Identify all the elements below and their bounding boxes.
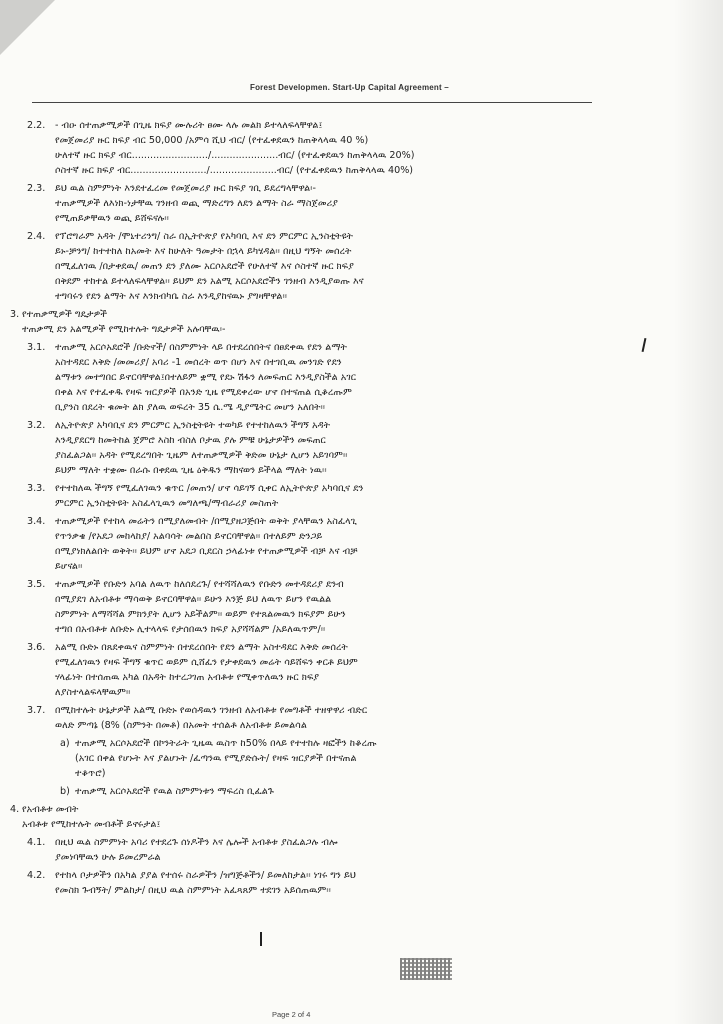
section-item (10, 703, 600, 733)
section-item (10, 340, 600, 415)
section-item (10, 229, 600, 304)
section-line: በሚያነክለልበት ወቅት፡፡ ይህም ሆኖ አደጋ ቢደርስ ኃላፊነቱ የተጠቃሚዎች ብቻ እና ብቻ (55, 546, 358, 557)
section-line: የጥንቃቄ /የአደጋ መከላከያ/ አልባሳት መልበስ ይኖርባቸዋል፡፡ በተለይም ድንጋይ (55, 531, 323, 542)
section-line: ቢያንስ በደረት ቁመት ልክ ያለዉ ወፍረት 35 ሴ.ሜ ዲያሜትር መሆን አለበት፡፡ (55, 402, 326, 413)
section-line: ይሆናል፡፡ (55, 561, 83, 572)
section-item (10, 802, 600, 832)
section-item (10, 514, 600, 574)
section-number: 4.2. (27, 870, 46, 881)
section-line: ሃላፊነት በተሰጠዉ አካል በአዳት ከተረጋገጠ አብቶቱ የሚቀጥለዉን ዙር ክፍያ (55, 672, 320, 683)
section-line: ተጠቃሚዎች የተከላ መሬትን በሚያለመብት /በሚያዘጋጅበት ወቅት ያላቸዉን አስፈላጊ (55, 516, 357, 527)
section-number: 4. (10, 804, 20, 815)
section-line: ስምምነት ለማሻሻል ምክንያት ሊሆን አይችልም፡፡ ወይም የተጸልመዉን ክፍያም ይሁን (55, 609, 346, 620)
section-number: 3.6. (27, 642, 46, 653)
section-item (10, 577, 600, 637)
section-line: የሚፈለገዉን የዛፍ ችግኝ ቁጥር ወይም ሲሸፈን የታቀደዉን መሬት ሳይሸፍን ቀርቶ ይህም (55, 657, 358, 668)
section-item (10, 307, 600, 337)
section-number: 3. (10, 309, 20, 320)
section-line: የመጀመሪያ ዙር ክፍያ ብር 50,000 /አምሳ ሺህ ብር/ (የተፈቀደዉን ከጠቅላላዉ 40 %) (55, 135, 369, 146)
page-corner-fold (0, 0, 55, 55)
section-line: በሚከተሉት ሁኔታዎች አልሚ ቡድኑ የወሰዳዉን ገንዘብ ለአብቶቱ የመግቶች ተዘዋዋሪ ብድር (55, 705, 368, 716)
section-line: ለያስተላልፍላቸዉም፡፡ (55, 687, 131, 698)
section-line: አልሚ ቡድኑ በጸደቀዉና ስምምነት በተደረሰበት የደን ልማት አስተዳደር እቅድ መሰረት (55, 642, 348, 653)
section-line: የተከላ ቦታዎችን በአካል ያያል የተሰሩ ስራዎችን /ዝግጅቶችን/ ይመለከታል፡፡ ነገሩ ግን ይህ (55, 870, 356, 881)
section-item (10, 118, 600, 178)
section-line: - ብዑ ሰተጠቃሚዎች በጊዜ ክፍያ ሙሉሪት ፀሙ ላሉ መልክ ይተላለፍላቸዋል፤ (55, 120, 323, 131)
section-number: a) (60, 738, 70, 749)
section-line: የመስክ ጉብኝት/ ምልከታ/ በዚህ ዉል ስምምነት አፈጻጸም ተደገን አይሰጠዉም፡፡ (55, 885, 331, 896)
pen-mark (260, 932, 262, 946)
section-item (10, 784, 600, 799)
section-number: 3.7. (27, 705, 46, 716)
section-number: 3.2. (27, 420, 46, 431)
section-line: በቅደም ተከተል ይተላለፍላቸዋል፡፡ ይህም ደን አልሚ አርሶአደሮችን ገንዘብ እንዲያወጡ እና (55, 276, 364, 287)
section-line: በቀል እና የተፈቀዱ የዛፍ ዝርያዎች በአንድ ጊዜ የሚደቀረው ሆኖ በተናጠል ሲቆረጡም (55, 387, 352, 398)
section-item (10, 418, 600, 478)
section-line: ይህም ማለት ተቋሙ በራሱ በቀደዉ ጊዜ ዕቅዱን ማከናወን ይችላል ማለት ነዉ፡፡ (55, 465, 327, 476)
page-number: Page 2 of 4 (272, 1010, 311, 1019)
section-line: አብቶቱ የሚከተሉት መብቶች ይኖሩታል፤ (22, 819, 161, 830)
section-number: 4.1. (27, 837, 46, 848)
section-line: የተተከለዉ ችግኝ የሚፈለገዉን ቁጥር /መጠን/ ሆኖ ሳይገኝ ሲቀር ለኢትዮጵያ አካባቢና ደን (55, 483, 364, 494)
page-edge-shadow (673, 0, 723, 1024)
section-number: 2.2. (27, 120, 46, 131)
section-line: እንዲያደርግ ከመትከል ጀምሮ እስከ ብስለ ቦታዉ ያሉ ምቹ ሁኔታዎችን መፍጠር (55, 435, 326, 446)
section-item (10, 481, 600, 511)
pen-mark (642, 338, 647, 352)
header-rule (32, 102, 592, 103)
section-line: አስተዳደር እቅድ /መመሪያ/ አባሪ -1 መሰረት ወጥ በሆነ እና በተገቢዉ መንገድ የደን (55, 357, 342, 368)
section-line: ይኑ-ቻንግ/ ከተተከለ ከአመት እና ከሁለት ዓመታት በኋላ ይካሄዳል፡፡ በዚህ ግኝት መሰረት (55, 246, 352, 257)
section-line: ሶስተኛ ዙር ክፍያ ብር........................./......................ብር/ (የተፈቀደዉን ከጠቅላላዉ 40%) (55, 165, 414, 176)
section-number: 2.3. (27, 183, 46, 194)
section-line: ይህ ዉል ስምምነት እንደተፈረመ የመጀመሪያ ዙር ክፍያ ገቢ ይደረግላቸዋል፡- (55, 183, 316, 194)
section-line: ምርምር ኢንስቲትዩት አስፈላጊዉን መግለጫ/ማብራሪያ መስጠት (55, 498, 279, 509)
section-item (10, 181, 600, 226)
section-line: ተግባሩን የደን ልማት እና እንክብካቤ ስራ እንዲያከናዉኑ ያግዛቸዋል፡፡ (55, 291, 287, 302)
section-line: የአብቶቱ መብት (22, 804, 79, 815)
document-body (10, 118, 600, 901)
section-line: ተጠቃሚ አርሶአደሮች /ቡድኖች/ በስምምነት ላይ በተደረሰበትና በፀደቀዉ የደን ልማት (55, 342, 348, 353)
section-number: 3.3. (27, 483, 46, 494)
section-line: ሁለተኛ ዙር ክፍያ ብር........................./......................ብር/ (የተፈቀደዉን ከጠቅላላዉ 20%) (55, 150, 415, 161)
section-line: ለኢትዮጵያ አካባቢና ደን ምርምር ኢንስቲትዩት ተወካይ የተተከለዉን ችግኝ አዳት (55, 420, 331, 431)
section-line: ተጠቃሚ ደን አልሚዎች የሚከተሉት ግዴታዎች አሉባቸዉ፡- (22, 324, 226, 335)
header-title: Forest Developmen. Start-Up Capital Agreement – (250, 83, 449, 92)
section-line: ወለድ ምጣኔ (8% (ስምንት በመቶ) በአመት ተሰልቶ ለአብቶቱ ይመልሳል (55, 720, 307, 731)
section-number: 3.5. (27, 579, 46, 590)
section-line: ተቆጥሮ) (75, 768, 106, 779)
section-number: b) (60, 786, 70, 797)
section-line: በሚያደገ ለአብቶቱ ማሳወቅ ይኖርባቸዋል፡፡ ይሁን እንጅ ይህ ለዉጥ ይሆን የዉልል (55, 594, 332, 605)
section-item (10, 736, 600, 781)
section-item (10, 835, 600, 865)
section-line: የፕሮግራም አዳት /ሞኒተሪንግ/ ስራ በኢትዮጵያ የአካባቢ እና ደን ምርምር ኢንስቲትዩት (55, 231, 353, 242)
section-number: 3.4. (27, 516, 46, 527)
section-line: ተጠቃሚ አርሶአደሮች የዉል ስምምነቱን ማፍረስ ቢፈልጉ (75, 786, 274, 797)
section-line: ተጠቃሚ አርሶአደሮች በኮንትራት ጊዜዉ ዉስጥ ከ50% በላይ የተተከሉ ዛፎችን ከቆረጡ (75, 738, 377, 749)
section-line: የሚጠይቃቸዉን ወጪ ይሸፍናሉ፡፡ (55, 213, 169, 224)
section-number: 2.4. (27, 231, 46, 242)
section-line: በሚፈለገዉ /በታቀደዉ/ መጠን ደን ያለሙ አርሶአደሮች የሁለተኛ እና ሶስተኛ ዙር ክፍያ (55, 261, 354, 272)
section-line: (አገር በቀል የሆኑት እና ያልሆኑት /ፈጣንዉ የሚያድሱት/ የዛፍ ዝርያዎች በተናጠል (75, 753, 357, 764)
stamp-barcode (400, 958, 452, 980)
section-number: 3.1. (27, 342, 46, 353)
section-line: ያስፈልጋል፡፡ አዳት የሚደረግበት ጊዜም ለተጠቃሚዎች ቅድመ ሁኔታ ሊሆን አይገባም፡፡ (55, 450, 348, 461)
section-line: ተጠቃሚዎች ለእነክ-ነታቸዉ ገንዘብ ወጪ ማድረግን ለደን ልማት ስራ ማስጀመሪያ (55, 198, 338, 209)
section-item (10, 868, 600, 898)
section-line: ያመነባቸዉን ሁሉ ይመረምራል (55, 852, 161, 863)
section-line: በዚህ ዉል ስምምነት አባሪ የተደረጉ ሰነዶችን እና ሌሎች አብቶቱ ያስፈልጋሉ ብሎ (55, 837, 338, 848)
section-line: ተጠቃሚዎች የቡድን አባል ለዉጥ ከለሰደረጉ/ የተሻሻለዉን የቡድን መተዳደሪያ ደንብ (55, 579, 344, 590)
section-item (10, 640, 600, 700)
section-line: ተግበ በአብቶቱ ለቡድኑ ሊተላላፍ የታሰበዉን ክፍያ አያሻሻልም /አይለዉጥም/፡፡ (55, 624, 326, 635)
section-line: ልማቱን መተግበር ይኖርባቸዋል፤በተለይም ቋሚ የደኑ ሽፋን ለመፍጠር እንዲያስችል አገር (55, 372, 357, 383)
section-line: የተጠቃሚዎች ግዴታዎች (22, 309, 108, 320)
